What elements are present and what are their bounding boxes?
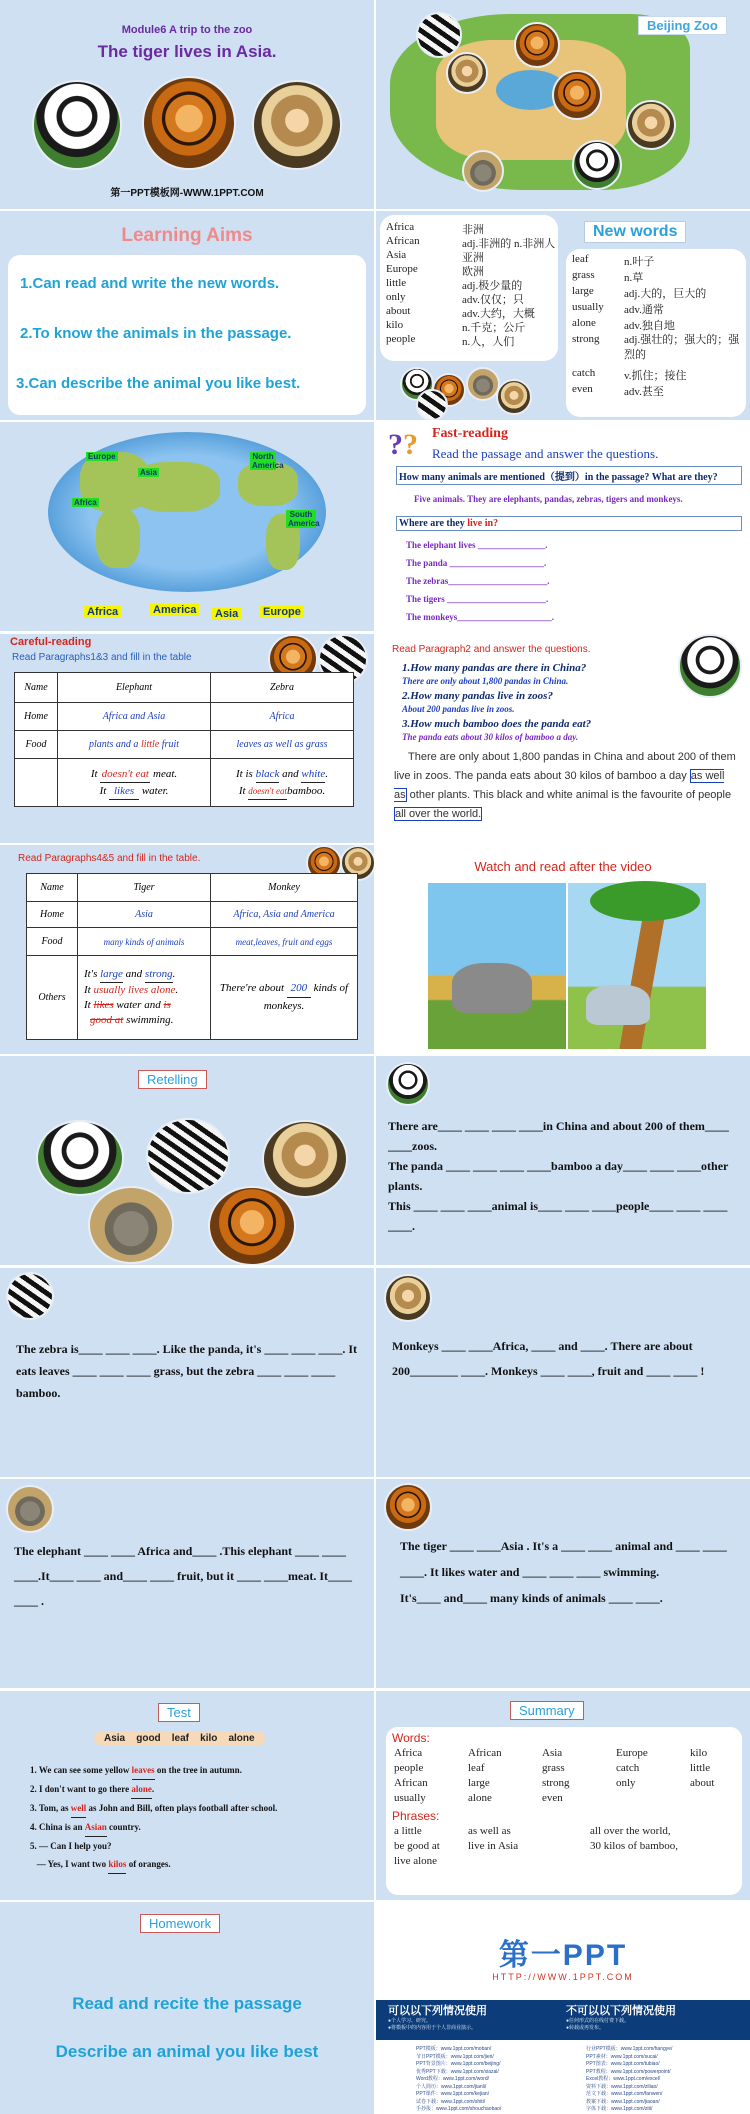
text-run: water. bbox=[139, 784, 169, 797]
retell-line: It's____ and____ many kinds of animals ____ ____. bbox=[400, 1591, 663, 1605]
link-item[interactable]: 字体下载：www.1ppt.com/ziti/ bbox=[586, 2106, 653, 2112]
test-item bbox=[30, 1799, 364, 1818]
test-item bbox=[30, 1837, 364, 1855]
summary-phrases bbox=[394, 1825, 738, 1877]
elephant-photo bbox=[88, 1186, 174, 1264]
words-label: Words: bbox=[392, 1731, 430, 1745]
animal-table bbox=[26, 873, 358, 1040]
summary-phrase: live in Asia bbox=[468, 1840, 519, 1852]
text-run: bamboo. bbox=[286, 784, 326, 797]
word: usually bbox=[572, 301, 604, 313]
summary-phrase: a little bbox=[394, 1825, 422, 1837]
slide-learning-aims[interactable] bbox=[0, 211, 374, 420]
word: Africa bbox=[386, 221, 415, 233]
summary-phrase: as well as bbox=[468, 1825, 511, 1837]
text-run: fruit bbox=[159, 739, 180, 750]
link-item[interactable]: PPT模板：www.1ppt.com/moban/ bbox=[416, 2046, 492, 2052]
slide-world-map[interactable] bbox=[0, 422, 374, 631]
word-meaning: n.千克；公斤 bbox=[462, 322, 526, 334]
text-run: It bbox=[238, 784, 249, 797]
header-cell: Zebra bbox=[211, 673, 354, 703]
slide-tiger-retell[interactable] bbox=[376, 1479, 750, 1688]
test-title: Test bbox=[158, 1703, 200, 1722]
tiger-photo bbox=[514, 22, 560, 68]
note: ●将模板中的内容用于个人非商业演示。 bbox=[388, 2025, 477, 2031]
link-item[interactable]: 行业PPT模板：www.1ppt.com/hangye/ bbox=[586, 2046, 673, 2052]
allowed-heading: 可以以下列情况使用 bbox=[388, 2005, 487, 2017]
text-run: kinds of monkeys. bbox=[263, 982, 349, 1012]
summary-phrase: 30 kilos of bamboo, bbox=[590, 1840, 678, 1852]
summary-word: leaf bbox=[468, 1762, 485, 1774]
video-title: Watch and read after the video bbox=[474, 859, 652, 874]
panda-photo bbox=[32, 80, 122, 170]
word-meaning: adj.非洲的 n.非洲人 bbox=[462, 238, 556, 250]
answer-line bbox=[212, 766, 352, 783]
answer-line bbox=[84, 998, 209, 1013]
text-run: little bbox=[140, 739, 160, 750]
fill-line: The monkeys_____________________. bbox=[406, 612, 555, 622]
retell-text: The zebra is____ ____ ____. Like the panda, it's ____ ____ ____. It eats leaves ____ ____ ____ grass, but the zebra ____ ____ ____ bamboo. bbox=[16, 1342, 358, 1400]
passage-highlight: as well as bbox=[394, 770, 725, 801]
filled-blank: doesn't eat bbox=[248, 783, 287, 800]
link-item[interactable]: 教案下载：www.1ppt.com/jiaoan/ bbox=[586, 2098, 660, 2105]
elephant-cartoon bbox=[452, 963, 532, 1013]
filled-blank: 200 bbox=[287, 980, 311, 998]
word-meaning: adv.大约，大概 bbox=[462, 308, 535, 320]
text-run: and bbox=[279, 767, 302, 780]
aim-2: 2.To know the animals in the passage. bbox=[20, 325, 292, 342]
answer-cell: Africa, Asia and America bbox=[211, 902, 358, 928]
answer-cell bbox=[58, 731, 211, 759]
slide-video[interactable] bbox=[376, 845, 750, 1054]
answer-cell: leaves as well as grass bbox=[211, 731, 354, 759]
answer-3: The panda eats about 30 kilos of bamboo a day. bbox=[402, 732, 579, 742]
test-item bbox=[30, 1780, 364, 1799]
text-run: . bbox=[175, 984, 179, 996]
panda-photo bbox=[678, 634, 742, 698]
slide-paragraph45[interactable] bbox=[0, 845, 374, 1054]
words-list-right bbox=[572, 253, 744, 413]
filled-blank: is bbox=[163, 999, 171, 1011]
word: strong bbox=[572, 333, 600, 345]
word: Europe bbox=[386, 263, 418, 275]
paragraph2-title: Read Paragraph2 and answer the questions. bbox=[392, 644, 591, 655]
fill-line: The elephant lives _______________. bbox=[406, 540, 548, 550]
word-meaning: adv.独自地 bbox=[624, 320, 675, 332]
slide-homework[interactable] bbox=[0, 1902, 374, 2114]
link-item[interactable]: 优秀PPT下载：www.1ppt.com/xiazai/ bbox=[416, 2068, 499, 2075]
text-run: and bbox=[122, 968, 145, 980]
word: only bbox=[386, 291, 406, 303]
text-run: water and bbox=[113, 999, 164, 1011]
filled-blank: kilos bbox=[108, 1855, 126, 1874]
allowed-notes bbox=[388, 2018, 476, 2032]
link-item[interactable]: PPT素材：www.1ppt.com/sucai/ bbox=[586, 2053, 658, 2060]
retell-text bbox=[388, 1116, 742, 1236]
zebra-photo bbox=[6, 1272, 54, 1320]
summary-word: catch bbox=[616, 1762, 640, 1774]
continent-word: Africa bbox=[84, 606, 121, 618]
monkey-photo bbox=[384, 1274, 432, 1322]
homework-title: Homework bbox=[140, 1914, 220, 1933]
text-run: 1. We can see some yellow bbox=[30, 1765, 132, 1775]
aim-3: 3.Can describe the animal you like best. bbox=[16, 375, 301, 392]
word-bank: Asia good leaf kilo alone bbox=[94, 1731, 265, 1746]
summary-word: kilo bbox=[690, 1747, 708, 1759]
answer-line bbox=[59, 783, 209, 800]
continent-label: North America bbox=[252, 452, 284, 470]
word-meaning: n.草 bbox=[624, 272, 644, 284]
bear-photo bbox=[446, 52, 488, 94]
header-cell: Name bbox=[27, 874, 78, 902]
summary-word: strong bbox=[542, 1777, 570, 1789]
1ppt-url: HTTP://WWW.1PPT.COM bbox=[492, 1972, 634, 1982]
slide-panda-retell[interactable] bbox=[376, 1056, 750, 1265]
word: leaf bbox=[572, 253, 589, 265]
summary-word: Africa bbox=[394, 1747, 423, 1759]
elephant-photo bbox=[6, 1485, 54, 1533]
careful-reading-title: Careful-reading bbox=[10, 636, 92, 648]
summary-phrase: all over the world, bbox=[590, 1825, 671, 1837]
elephant-photo bbox=[466, 367, 500, 401]
summary-words bbox=[394, 1747, 738, 1817]
word-meaning: 非洲 bbox=[462, 224, 484, 236]
continent-word: Asia bbox=[212, 608, 241, 620]
lion-photo bbox=[552, 70, 602, 120]
tiger-photo bbox=[384, 1483, 432, 1531]
test-item bbox=[30, 1818, 364, 1837]
answer-line bbox=[59, 766, 209, 783]
summary-phrase: be good at bbox=[394, 1840, 440, 1852]
link-item[interactable]: 资料下载：www.1ppt.com/ziliao/ bbox=[586, 2083, 658, 2090]
monkey-photo bbox=[496, 379, 532, 415]
slide-zebra-retell[interactable] bbox=[0, 1268, 374, 1477]
link-item[interactable]: Word教程：www.1ppt.com/word/ bbox=[416, 2076, 489, 2082]
slide-fast-reading[interactable] bbox=[376, 422, 750, 631]
new-words-title: New words bbox=[584, 221, 686, 243]
link-list bbox=[416, 2046, 746, 2114]
link-item[interactable]: 个人简历：www.1ppt.com/jianli/ bbox=[416, 2083, 487, 2090]
giraffe-photo bbox=[626, 100, 676, 150]
word: little bbox=[386, 277, 407, 289]
link-item[interactable]: 试卷下载：www.1ppt.com/shiti/ bbox=[416, 2098, 486, 2105]
answer-cell bbox=[78, 956, 211, 1040]
answer-1: There are only about 1,800 pandas in China. bbox=[402, 676, 569, 686]
row-label: Food bbox=[15, 731, 58, 759]
filled-blank: likes bbox=[109, 783, 139, 800]
continent-label: South America bbox=[288, 510, 320, 528]
retelling-title: Retelling bbox=[138, 1070, 207, 1089]
slide-copyright[interactable] bbox=[376, 1902, 750, 2114]
summary-word: alone bbox=[468, 1792, 492, 1804]
word-meaning: n.人，人们 bbox=[462, 336, 515, 348]
header-cell: Elephant bbox=[58, 673, 211, 703]
passage-text: other plants. This black and white animal is the favourite of people bbox=[406, 789, 732, 801]
text-run: 2. I don't want to go there bbox=[30, 1784, 132, 1794]
text-run: It's bbox=[84, 968, 101, 980]
header-cell: Name bbox=[15, 673, 58, 703]
zebra-photo bbox=[146, 1118, 230, 1194]
text-run: on the tree in autumn. bbox=[154, 1765, 242, 1775]
word-meaning: adj.强壮的；强大的；强烈的 bbox=[624, 334, 740, 361]
test-item bbox=[30, 1761, 364, 1780]
reading-passage bbox=[394, 748, 736, 824]
answer-cell bbox=[58, 759, 211, 807]
slide-title[interactable] bbox=[0, 0, 374, 209]
test-item bbox=[30, 1855, 364, 1874]
question-marks-icon: ?? bbox=[388, 428, 418, 461]
answer-cell bbox=[211, 956, 358, 1040]
word-meaning: adv.仅仅；只 bbox=[462, 294, 524, 306]
homework-line: Describe an animal you like best bbox=[55, 2042, 319, 2061]
text-run: It bbox=[84, 999, 94, 1011]
word: Asia bbox=[386, 249, 407, 261]
question-1: How many animals are mentioned（提到）in the passage? What are they? bbox=[396, 466, 742, 485]
word: people bbox=[386, 333, 416, 345]
link-item[interactable]: PPT教程：www.1ppt.com/powerpoint/ bbox=[586, 2068, 671, 2075]
learning-aims-title: Learning Aims bbox=[121, 225, 253, 246]
text-run: It bbox=[84, 984, 94, 996]
summary-word: about bbox=[690, 1777, 715, 1789]
continent-word: America bbox=[150, 604, 199, 616]
note: ●转载或再发布。 bbox=[566, 2025, 605, 2031]
answer-line bbox=[212, 783, 352, 800]
answer-1: Five animals. They are elephants, pandas, zebras, tigers and monkeys. bbox=[414, 494, 683, 504]
aim-1: 1.Can read and write the new words. bbox=[20, 275, 280, 292]
word: about bbox=[386, 305, 411, 317]
summary-word: little bbox=[690, 1762, 711, 1774]
summary-phrase: live alone bbox=[394, 1855, 438, 1867]
answer-cell: Africa and Asia bbox=[58, 703, 211, 731]
paragraph45-title: Read Paragraphs4&5 and fill in the table. bbox=[18, 853, 201, 864]
slide-title-text: The tiger lives in Asia. bbox=[97, 42, 277, 61]
question-1: 1.How many pandas are there in China? bbox=[402, 662, 587, 674]
retell-line: The tiger ____ ____Asia . It's a ____ ____ animal and ____ ____ ____. It likes water and ____ ____ ____ swimming. bbox=[400, 1539, 727, 1579]
question-2 bbox=[396, 516, 742, 531]
word: kilo bbox=[386, 319, 404, 331]
note: ●个人学习、研究。 bbox=[388, 2018, 432, 2024]
1ppt-logo: 第一PPT bbox=[498, 1939, 628, 1972]
retell-text: Monkeys ____ ____Africa, ____ and ____. There are about 200________ ____. Monkeys ____ ____, fruit and ____ ____ ! bbox=[392, 1339, 705, 1378]
answer-line bbox=[84, 983, 209, 998]
slide-new-words[interactable] bbox=[376, 211, 750, 420]
monkey-photo bbox=[252, 80, 342, 170]
passage-highlight: all over the world. bbox=[395, 808, 482, 820]
link-item[interactable]: 节日PPT模板：www.1ppt.com/jieri/ bbox=[416, 2053, 494, 2060]
filled-blank: well bbox=[71, 1799, 87, 1818]
summary-word: people bbox=[394, 1762, 424, 1774]
answer-line bbox=[84, 1013, 209, 1028]
text-run: 4. China is an bbox=[30, 1822, 85, 1832]
word-meaning: adj.大的，巨大的 bbox=[624, 288, 707, 300]
text-run: swimming. bbox=[126, 1014, 174, 1026]
row-label: Others bbox=[27, 956, 78, 1040]
fast-reading-title: Fast-reading bbox=[432, 426, 508, 441]
panda-photo bbox=[572, 140, 622, 190]
link-item[interactable]: PPT课件：www.1ppt.com/kejian/ bbox=[416, 2091, 490, 2097]
fill-line: The zebras______________________. bbox=[406, 576, 550, 586]
text-run: plants and a bbox=[88, 739, 141, 750]
word: catch bbox=[572, 367, 596, 379]
retell-line: This ____ ____ ____animal is____ ____ ____people____ ____ ____ ____. bbox=[388, 1199, 728, 1233]
question-2-text: Where are they bbox=[399, 518, 468, 529]
retell-text bbox=[400, 1533, 740, 1611]
question-2: 2.How many pandas live in zoos? bbox=[402, 690, 553, 702]
footer-text: 第一PPT模板网-WWW.1PPT.COM bbox=[110, 188, 264, 199]
test-items bbox=[30, 1761, 364, 1874]
answer-cell: many kinds of animals bbox=[78, 928, 211, 956]
question-3: 3.How much bamboo does the panda eat? bbox=[402, 718, 592, 730]
text-run: as John and Bill, often plays football after school. bbox=[86, 1803, 278, 1813]
fill-line: The panda _____________________. bbox=[406, 558, 547, 568]
slide-monkey-retell[interactable] bbox=[376, 1268, 750, 1477]
link-item[interactable]: PPT图表：www.1ppt.com/tubiao/ bbox=[586, 2061, 660, 2067]
retell-line: There are____ ____ ____ ____in China and about 200 of them____ ____zoos. bbox=[388, 1119, 729, 1153]
slide-paragraph2[interactable] bbox=[376, 634, 750, 843]
panda-photo bbox=[36, 1120, 124, 1196]
slide-elephant-retell[interactable] bbox=[0, 1479, 374, 1688]
header-cell: Tiger bbox=[78, 874, 211, 902]
text-run: country. bbox=[106, 1822, 141, 1832]
note: ●任何形式的在线付费下载。 bbox=[566, 2018, 630, 2024]
zebra-photo bbox=[416, 12, 462, 58]
word: grass bbox=[572, 269, 595, 281]
continent-label: Africa bbox=[74, 498, 97, 507]
homework-line: Read and recite the passage bbox=[72, 1994, 302, 2013]
word-meaning: 亚洲 bbox=[462, 252, 484, 264]
filled-blank: Asian bbox=[85, 1818, 107, 1837]
summary-word: only bbox=[616, 1777, 636, 1789]
word-meaning: v.抓住；接住 bbox=[624, 370, 687, 382]
animal-photo bbox=[462, 150, 504, 192]
continent-word: Europe bbox=[260, 606, 304, 618]
module-label: Module6 A trip to the zoo bbox=[121, 24, 253, 36]
filled-blank: strong bbox=[145, 967, 173, 983]
text-run: It is bbox=[236, 767, 256, 780]
slide-careful-reading[interactable] bbox=[0, 634, 374, 843]
filled-blank: usually lives alone bbox=[93, 984, 176, 996]
palm-leaves bbox=[590, 881, 700, 921]
tiger-photo bbox=[208, 1186, 296, 1265]
row-label bbox=[15, 759, 58, 807]
phrases-label: Phrases: bbox=[392, 1809, 440, 1823]
baby-elephant-cartoon bbox=[586, 985, 650, 1025]
slide-test[interactable] bbox=[0, 1691, 374, 1900]
monkey-photo bbox=[262, 1120, 348, 1198]
word-meaning: adv.甚至 bbox=[624, 386, 664, 398]
fill-line: The tigers ______________________. bbox=[406, 594, 549, 604]
word-meaning: 欧洲 bbox=[462, 266, 484, 278]
filled-blank: black bbox=[256, 766, 280, 783]
continent-label: Asia bbox=[140, 468, 157, 477]
filled-blank: likes bbox=[93, 999, 114, 1011]
row-label: Home bbox=[15, 703, 58, 731]
summary-word: grass bbox=[542, 1762, 565, 1774]
summary-word: Europe bbox=[616, 1747, 648, 1759]
answer-cell: meat,leaves, fruit and eggs bbox=[211, 928, 358, 956]
word: even bbox=[572, 383, 593, 395]
summary-word: African bbox=[394, 1777, 428, 1789]
animal-table bbox=[14, 672, 354, 807]
answer-cell: Asia bbox=[78, 902, 211, 928]
link-item[interactable]: PPT背景图片：www.1ppt.com/beijing/ bbox=[416, 2061, 501, 2067]
word-meaning: n.叶子 bbox=[624, 256, 655, 268]
forbidden-notes bbox=[566, 2018, 629, 2032]
row-label: Home bbox=[27, 902, 78, 928]
word: alone bbox=[572, 317, 596, 329]
row-label: Food bbox=[27, 928, 78, 956]
summary-word: even bbox=[542, 1792, 563, 1804]
text-run: There're about bbox=[219, 982, 287, 994]
words-list-left bbox=[386, 221, 556, 361]
text-run: — Yes, I want two bbox=[30, 1859, 109, 1869]
question-2-highlight: live in? bbox=[467, 518, 499, 529]
word: large bbox=[572, 285, 594, 297]
retell-text: The elephant ____ ____ Africa and____ .This elephant ____ ____ ____.It____ ____ and____ ____ fruit, but it ____ ____meat. It____ ____ . bbox=[14, 1544, 352, 1608]
word-meaning: adj.极少量的 bbox=[462, 280, 523, 292]
answer-line bbox=[84, 967, 209, 983]
filled-blank: large bbox=[100, 967, 123, 983]
link-item[interactable]: Excel教程：www.1ppt.com/excel/ bbox=[586, 2076, 661, 2082]
filled-blank: doesn't eat bbox=[100, 766, 150, 783]
retell-line: The panda ____ ____ ____ ____bamboo a day____ ____ ____other plants. bbox=[388, 1159, 729, 1193]
filled-blank: good at bbox=[90, 1014, 124, 1026]
answer-2: About 200 pandas live in zoos. bbox=[402, 704, 515, 714]
filled-blank: alone bbox=[131, 1780, 152, 1799]
text-run: . bbox=[325, 767, 328, 780]
answer-cell: Africa bbox=[211, 703, 354, 731]
panda-photo bbox=[386, 1062, 430, 1106]
forbidden-heading: 不可以以下列情况使用 bbox=[566, 2005, 676, 2017]
filled-blank: leaves bbox=[132, 1761, 155, 1780]
beijing-zoo-title: Beijing Zoo bbox=[638, 16, 727, 35]
slide-summary[interactable] bbox=[376, 1691, 750, 1900]
summary-word: African bbox=[468, 1747, 502, 1759]
summary-word: large bbox=[468, 1777, 490, 1789]
continent-label: Europe bbox=[88, 452, 116, 461]
slide-retelling[interactable] bbox=[0, 1056, 374, 1265]
slide-beijing-zoo[interactable] bbox=[376, 0, 750, 209]
careful-reading-subtitle: Read Paragraphs1&3 and fill in the table bbox=[12, 652, 192, 663]
text-run: 3. Tom, as bbox=[30, 1803, 71, 1813]
filled-blank: white bbox=[301, 766, 325, 783]
text-run: . bbox=[151, 1784, 155, 1794]
header-cell: Monkey bbox=[211, 874, 358, 902]
summary-title: Summary bbox=[510, 1701, 584, 1720]
passage-text: There are only about 1,800 pandas in China and about 200 of them live in zoos. The panda eats about 30 kilos of bamboo a day bbox=[394, 751, 736, 782]
answer-cell bbox=[211, 759, 354, 807]
zebra-photo bbox=[416, 389, 448, 420]
text-run: 5. — Can I help you? bbox=[30, 1841, 112, 1851]
word-meaning: adv.通常 bbox=[624, 304, 664, 316]
summary-word: usually bbox=[394, 1792, 426, 1804]
text-run: It bbox=[99, 784, 110, 797]
text-run: of oranges. bbox=[126, 1859, 171, 1869]
link-item[interactable]: 范文下载：www.1ppt.com/fanwen/ bbox=[586, 2091, 663, 2097]
word: African bbox=[386, 235, 420, 247]
map-landmass bbox=[96, 508, 140, 568]
link-item[interactable]: 手抄报：www.1ppt.com/shouchaobao/ bbox=[416, 2106, 502, 2112]
text-run: meat. bbox=[150, 767, 178, 780]
summary-word: Asia bbox=[542, 1747, 563, 1759]
text-run: It bbox=[90, 767, 101, 780]
tiger-photo bbox=[142, 76, 236, 170]
text-run: . bbox=[172, 968, 176, 980]
fast-reading-subtitle: Read the passage and answer the questions. bbox=[432, 446, 659, 461]
